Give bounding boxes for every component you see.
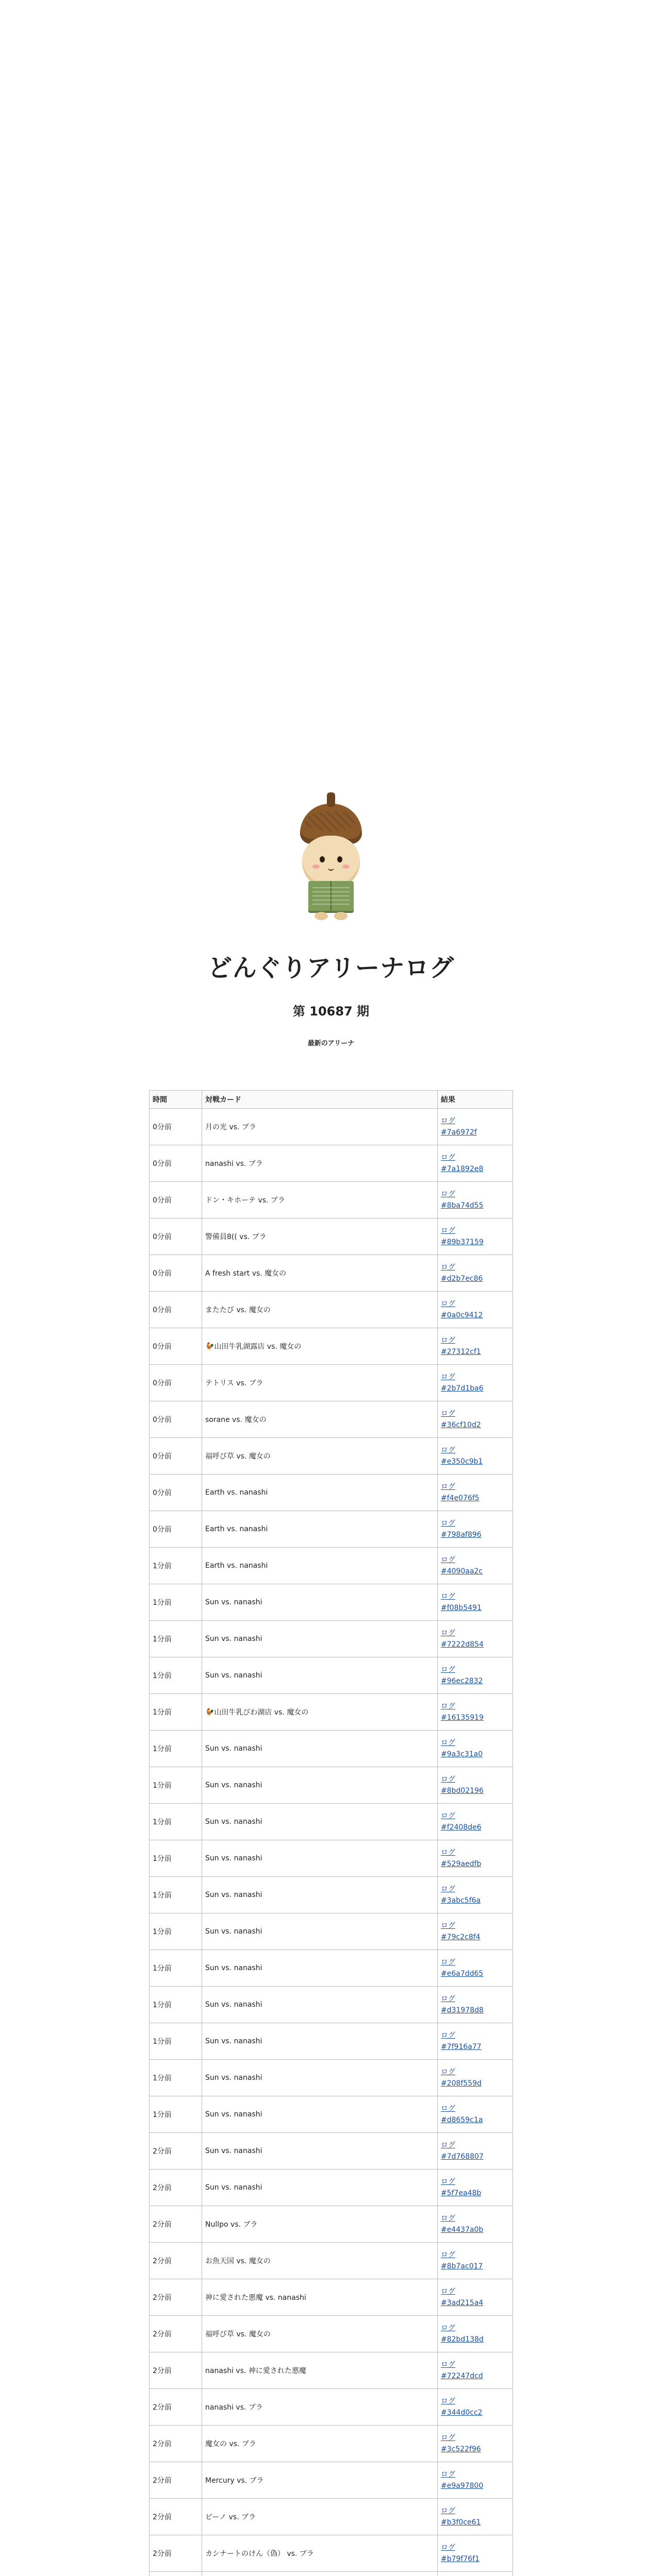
log-id-link[interactable]: #3c522f96 (441, 2445, 481, 2453)
table-row (150, 1621, 513, 1657)
row-time: 2分前 (150, 2499, 202, 2535)
row-time: 1分前 (150, 1767, 202, 1804)
log-id-link[interactable]: #798af896 (441, 1531, 482, 1539)
row-match: Sun vs. nanashi (202, 1584, 438, 1621)
log-id-link[interactable]: #96ec2832 (441, 1677, 483, 1685)
log-link[interactable]: ログ (441, 1300, 455, 1308)
table-row (150, 2499, 513, 2535)
row-result (438, 2499, 513, 2535)
row-result (438, 1292, 513, 1328)
log-link[interactable]: ログ (441, 2141, 455, 2149)
log-id-link[interactable]: #e9a97800 (441, 2482, 484, 2490)
log-link[interactable]: ログ (441, 1483, 455, 1491)
table-row (150, 1548, 513, 1584)
row-time: 1分前 (150, 1913, 202, 1950)
log-link[interactable]: ログ (441, 1373, 455, 1381)
header-result: 結果 (438, 1091, 513, 1109)
row-result (438, 2206, 513, 2243)
row-time: 1分前 (150, 1987, 202, 2023)
row-result (438, 1255, 513, 1292)
table-row (150, 1328, 513, 1365)
table-row (150, 1877, 513, 1913)
log-id-link[interactable]: #82bd138d (441, 2335, 484, 2344)
table-row (150, 1255, 513, 1292)
row-match: Earth vs. nanashi (202, 1475, 438, 1511)
row-match: Sun vs. nanashi (202, 1657, 438, 1694)
row-result (438, 1657, 513, 1694)
log-link[interactable]: ログ (441, 1519, 455, 1528)
row-time: 1分前 (150, 1731, 202, 1767)
row-result (438, 1438, 513, 1475)
log-id-link[interactable]: #7a6972f (441, 1128, 477, 1137)
row-match: Sun vs. nanashi (202, 2060, 438, 2096)
row-result (438, 1621, 513, 1657)
acorn-mascot-icon (285, 804, 377, 933)
log-link[interactable]: ログ (441, 1410, 455, 1418)
log-id-link[interactable]: #8ba74d55 (441, 1201, 484, 1210)
log-id-link[interactable]: #7f916a77 (441, 2043, 482, 2051)
table-header-row (150, 1091, 513, 1109)
row-time: 1分前 (150, 1694, 202, 1731)
table-row (150, 1401, 513, 1438)
row-match: Earth vs. nanashi (202, 1511, 438, 1548)
row-time: 2分前 (150, 2389, 202, 2426)
row-time: 0分前 (150, 1511, 202, 1548)
header-time: 時間 (150, 1091, 202, 1109)
row-time: 1分前 (150, 1657, 202, 1694)
log-link[interactable]: ログ (441, 2324, 455, 2332)
table-row (150, 2206, 513, 2243)
log-link[interactable]: ログ (441, 1812, 455, 1820)
table-row (150, 1694, 513, 1731)
row-match: Sun vs. nanashi (202, 1621, 438, 1657)
log-id-link[interactable]: #8bd02196 (441, 1787, 484, 1795)
row-time: 0分前 (150, 1365, 202, 1401)
log-link[interactable]: ログ (441, 1154, 455, 1162)
row-time: 2分前 (150, 2206, 202, 2243)
row-result (438, 1145, 513, 1182)
table-row (150, 2462, 513, 2499)
row-match: 🐓山田牛乳湖露店 vs. 魔女の (202, 1328, 438, 1365)
table-row (150, 1145, 513, 1182)
row-match: Sun vs. nanashi (202, 2096, 438, 2133)
row-time: 0分前 (150, 1182, 202, 1218)
row-result (438, 1475, 513, 1511)
row-result (438, 2572, 513, 2576)
table-row (150, 2133, 513, 2170)
row-match: Sun vs. nanashi (202, 1877, 438, 1913)
row-result (438, 2389, 513, 2426)
row-result (438, 2426, 513, 2462)
log-id-link[interactable]: #d8659c1a (441, 2116, 483, 2124)
log-id-link[interactable]: #7222d854 (441, 1640, 484, 1649)
table-row (150, 2279, 513, 2316)
log-link[interactable]: ログ (441, 1263, 455, 1272)
row-time: 0分前 (150, 1438, 202, 1475)
log-link[interactable]: ログ (441, 1592, 455, 1601)
table-row (150, 1438, 513, 1475)
log-link[interactable]: ログ (441, 2434, 455, 2442)
row-match: Sun vs. nanashi (202, 1840, 438, 1877)
period-heading: 第 10687 期 (292, 1004, 370, 1019)
log-link[interactable]: ログ (441, 1227, 455, 1235)
header-match: 対戦カード (202, 1091, 438, 1109)
row-time: 2分前 (150, 2426, 202, 2462)
log-link[interactable]: ログ (441, 2287, 455, 2296)
table-row (150, 1182, 513, 1218)
row-match: 警備員8(( vs. ブラ (202, 1218, 438, 1255)
row-time: 0分前 (150, 1109, 202, 1145)
row-time: 1分前 (150, 1621, 202, 1657)
row-time: 1分前 (150, 1548, 202, 1584)
table-row (150, 2352, 513, 2389)
row-result (438, 1584, 513, 1621)
row-match: Sun vs. nanashi (202, 1913, 438, 1950)
row-time: 2分前 (150, 2535, 202, 2572)
table-row (150, 1731, 513, 1767)
log-id-link[interactable]: #b3f0ce61 (441, 2518, 481, 2527)
row-result (438, 1950, 513, 1987)
book-icon (308, 881, 354, 911)
log-link[interactable]: ログ (441, 1446, 455, 1454)
log-link[interactable]: ログ (441, 2251, 455, 2259)
row-match: Mercury vs. ブラ (202, 2462, 438, 2499)
row-time: 1分前 (150, 1840, 202, 1877)
table-row (150, 2060, 513, 2096)
log-link[interactable]: ログ (441, 1739, 455, 1747)
table-row (150, 2096, 513, 2133)
row-result (438, 2462, 513, 2499)
log-link[interactable]: ログ (441, 1702, 455, 1710)
table-row (150, 1840, 513, 1877)
row-time: 2分前 (150, 2462, 202, 2499)
row-result (438, 2060, 513, 2096)
row-result (438, 2316, 513, 2352)
log-id-link[interactable]: #e6a7dd65 (441, 1970, 484, 1978)
log-link[interactable]: ログ (441, 1958, 455, 1967)
log-link[interactable]: ログ (441, 1995, 455, 2003)
table-row (150, 1365, 513, 1401)
log-id-link[interactable]: #27312cf1 (441, 1348, 481, 1356)
log-link[interactable]: ログ (441, 1666, 455, 1674)
table-row (150, 2572, 513, 2576)
row-time: 1分前 (150, 1877, 202, 1913)
row-result (438, 1840, 513, 1877)
row-result (438, 2096, 513, 2133)
row-time: 0分前 (150, 1145, 202, 1182)
log-link[interactable]: ログ (441, 1775, 455, 1784)
log-id-link[interactable]: #f2408de6 (441, 1823, 482, 1832)
table-row (150, 2535, 513, 2572)
row-match: 魔女の vs. ブラ (202, 2426, 438, 2462)
table-row (150, 1511, 513, 1548)
table-row (150, 1767, 513, 1804)
log-link[interactable]: ログ (441, 1336, 455, 1345)
log-link[interactable]: ログ (441, 2544, 455, 2552)
page-header (0, 804, 662, 1047)
log-id-link[interactable]: #f08b5491 (441, 1604, 482, 1612)
table-row (150, 2389, 513, 2426)
row-time (150, 2572, 202, 2576)
row-match: sorane vs. 魔女の (202, 1401, 438, 1438)
log-id-link[interactable]: #4090aa2c (441, 1567, 483, 1575)
latest-arena-label: 最新のアリーナ (307, 1040, 355, 1047)
log-link[interactable]: ログ (441, 2397, 455, 2405)
table-row (150, 1584, 513, 1621)
row-result (438, 1804, 513, 1840)
log-id-link[interactable]: #e350c9b1 (441, 1458, 483, 1466)
row-match: Earth vs. nanashi (202, 1548, 438, 1584)
row-result (438, 2133, 513, 2170)
table-row (150, 1109, 513, 1145)
row-result (438, 2279, 513, 2316)
log-link[interactable]: ログ (441, 2068, 455, 2076)
row-match: Nullpo vs. ブラ (202, 2206, 438, 2243)
row-match: 🐓山田牛乳びわ湖店 vs. 魔女の (202, 1694, 438, 1731)
row-result (438, 1548, 513, 1584)
row-match: またたび vs. 魔女の (202, 1292, 438, 1328)
row-match: ドン・キホーテ vs. ブラ (202, 1182, 438, 1218)
log-id-link[interactable]: #5f7ea48b (441, 2189, 482, 2197)
table-row (150, 1475, 513, 1511)
row-result (438, 1987, 513, 2023)
row-time: 2分前 (150, 2170, 202, 2206)
row-time: 2分前 (150, 2243, 202, 2279)
log-id-link[interactable]: #36cf10d2 (441, 1421, 481, 1429)
row-time: 1分前 (150, 1584, 202, 1621)
row-result (438, 1182, 513, 1218)
log-link[interactable]: ログ (441, 2031, 455, 2040)
log-id-link[interactable]: #0a0c9412 (441, 1311, 483, 1319)
table-row (150, 2316, 513, 2352)
row-time: 1分前 (150, 2023, 202, 2060)
row-time: 1分前 (150, 2096, 202, 2133)
row-match: nanashi vs. ブラ (202, 2389, 438, 2426)
arena-log-table-wrapper (149, 1090, 513, 2576)
log-id-link[interactable]: #2b7d1ba6 (441, 1384, 484, 1393)
log-id-link[interactable]: #f4e076f5 (441, 1494, 479, 1502)
table-row (150, 1987, 513, 2023)
log-link[interactable]: ログ (441, 1117, 455, 1125)
log-link[interactable]: ログ (441, 1885, 455, 1893)
table-row (150, 1292, 513, 1328)
log-id-link[interactable]: #b79f76f1 (441, 2555, 480, 2563)
row-result (438, 2170, 513, 2206)
log-id-link[interactable]: #d2b7ec86 (441, 1275, 483, 1283)
row-result (438, 1731, 513, 1767)
log-id-link[interactable]: #208f559d (441, 2079, 482, 2088)
log-id-link[interactable]: #529aedfb (441, 1860, 482, 1868)
log-link[interactable]: ログ (441, 2361, 455, 2369)
row-result (438, 1877, 513, 1913)
log-link[interactable]: ログ (441, 1556, 455, 1564)
row-match: お魚天国 vs. 魔女の (202, 2243, 438, 2279)
log-id-link[interactable]: #e4437a0b (441, 2226, 484, 2234)
log-id-link[interactable]: #79c2c8f4 (441, 1933, 481, 1941)
row-result (438, 2352, 513, 2389)
row-result (438, 1328, 513, 1365)
row-match: Sun vs. nanashi (202, 2170, 438, 2206)
row-time: 0分前 (150, 1328, 202, 1365)
log-id-link[interactable]: #3ad215a4 (441, 2299, 484, 2307)
row-match: Sun vs. nanashi (202, 1987, 438, 2023)
row-match: テトリス vs. ブラ (202, 1365, 438, 1401)
table-row (150, 1913, 513, 1950)
row-result (438, 1401, 513, 1438)
table-row (150, 1950, 513, 1987)
row-time: 1分前 (150, 1804, 202, 1840)
log-id-link[interactable]: #344d0cc2 (441, 2409, 483, 2417)
row-result (438, 2023, 513, 2060)
row-time: 2分前 (150, 2316, 202, 2352)
row-result (438, 1767, 513, 1804)
log-link[interactable]: ログ (441, 2507, 455, 2515)
row-result (438, 1109, 513, 1145)
row-time: 2分前 (150, 2279, 202, 2316)
table-row (150, 1804, 513, 1840)
row-match: 福呼び草 vs. 魔女の (202, 1438, 438, 1475)
log-link[interactable]: ログ (441, 2470, 455, 2479)
row-match (202, 2572, 438, 2576)
row-match: カシナートのけん（偽） vs. ブラ (202, 2535, 438, 2572)
row-time: 0分前 (150, 1475, 202, 1511)
table-row (150, 2023, 513, 2060)
log-id-link[interactable]: #7a1892e8 (441, 1165, 484, 1173)
row-match: Sun vs. nanashi (202, 2133, 438, 2170)
log-id-link[interactable]: #8b7ac017 (441, 2262, 483, 2270)
table-row (150, 1657, 513, 1694)
row-time: 2分前 (150, 2352, 202, 2389)
log-link[interactable]: ログ (441, 2178, 455, 2186)
row-result (438, 1365, 513, 1401)
log-link[interactable]: ログ (441, 1849, 455, 1857)
row-result (438, 1511, 513, 1548)
log-link[interactable]: ログ (441, 2214, 455, 2223)
log-id-link[interactable]: #16135919 (441, 1714, 484, 1722)
row-match: Sun vs. nanashi (202, 1731, 438, 1767)
row-match: Sun vs. nanashi (202, 1804, 438, 1840)
row-time: 1分前 (150, 2060, 202, 2096)
row-match: nanashi vs. ブラ (202, 1145, 438, 1182)
log-id-link[interactable]: #7d768807 (441, 2153, 484, 2161)
log-id-link[interactable]: #9a3c31a0 (441, 1750, 483, 1758)
log-link[interactable]: ログ (441, 1922, 455, 1930)
log-id-link[interactable]: #d31978d8 (441, 2006, 484, 2014)
row-result (438, 2535, 513, 2572)
table-row (150, 2170, 513, 2206)
log-link[interactable]: ログ (441, 1629, 455, 1637)
row-match: ピーノ vs. ブラ (202, 2499, 438, 2535)
log-id-link[interactable]: #3abc5f6a (441, 1896, 481, 1905)
row-time: 2分前 (150, 2133, 202, 2170)
table-row (150, 2426, 513, 2462)
row-match: Sun vs. nanashi (202, 1767, 438, 1804)
log-id-link[interactable]: #89b37159 (441, 1238, 484, 1246)
row-match: Sun vs. nanashi (202, 1950, 438, 1987)
row-time: 0分前 (150, 1292, 202, 1328)
row-time: 0分前 (150, 1218, 202, 1255)
page-title: どんぐりアリーナログ (207, 954, 455, 982)
row-result (438, 1694, 513, 1731)
row-result (438, 1218, 513, 1255)
table-row (150, 2243, 513, 2279)
row-match: 月の光 vs. ブラ (202, 1109, 438, 1145)
row-match: A fresh start vs. 魔女の (202, 1255, 438, 1292)
row-match: Sun vs. nanashi (202, 2023, 438, 2060)
row-match: nanashi vs. 神に愛された悪魔 (202, 2352, 438, 2389)
row-result (438, 2243, 513, 2279)
table-row (150, 1218, 513, 1255)
row-time: 1分前 (150, 1950, 202, 1987)
row-result (438, 1913, 513, 1950)
row-match: 福呼び草 vs. 魔女の (202, 2316, 438, 2352)
row-time: 0分前 (150, 1401, 202, 1438)
log-link[interactable]: ログ (441, 1190, 455, 1198)
row-time: 0分前 (150, 1255, 202, 1292)
row-match: 神に愛された悪魔 vs. nanashi (202, 2279, 438, 2316)
log-id-link[interactable]: #72247dcd (441, 2372, 483, 2380)
log-link[interactable]: ログ (441, 2105, 455, 2113)
arena-log-table (149, 1090, 513, 2576)
